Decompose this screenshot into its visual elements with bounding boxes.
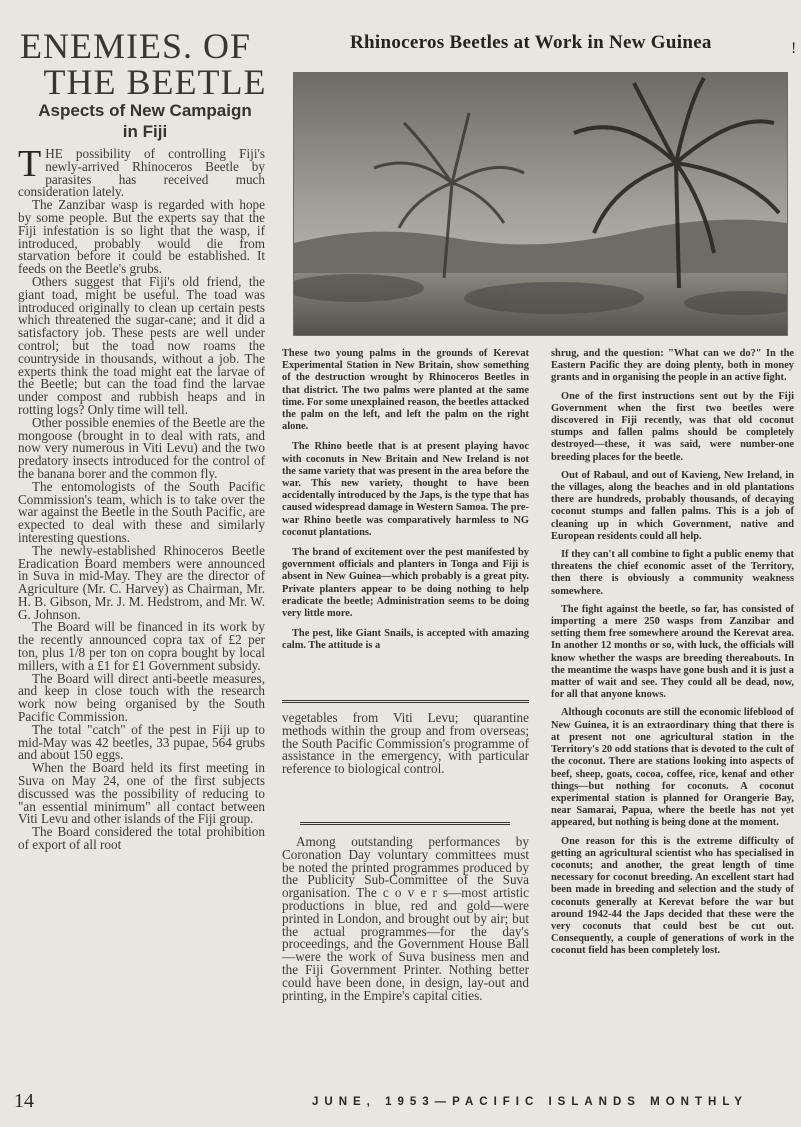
sidebar-paragraph: One of the first instructions sent out by the Fiji Government when the first two beetles were discovered in Fiji recently, was that old coconut stumps and fallen palms should be completely destroyed—these, it was said, were number-one breeding places for the beetle.: [551, 390, 794, 463]
article-paragraph: THE possibility of controlling Fiji's newly-arrived Rhinoceros Beetle by parasites has received much consideration lately.: [18, 143, 265, 200]
article-paragraph: vegetables from Viti Levu; quarantine methods within the group and from overseas; the South Pacific Commission's programme of assistance in the emergency, with particular reference to biological control.: [282, 710, 529, 777]
sidebar-column-3: [551, 348, 794, 964]
article-paragraph: The total "catch" of the pest in Fiji up to mid-May was 42 beetles, 33 pupae, 564 grubs and about 150 eggs.: [18, 721, 265, 763]
sidebar-paragraph: The brand of excitement over the pest manifested by government officials and planters in Tonga and Fiji is absent in New Guinea—which probably is a great pity. Private planters appear to be doing nothing to help eradicate the beetle; Administration seems to be doing very little more.: [282, 547, 529, 620]
article-headline: [20, 28, 270, 100]
article-paragraph: The newly-established Rhinoceros Beetle Eradication Board members were announced in Suva in mid-May. They are the director of Agriculture (Mr. C. Harvey) as Chairman, Mr. H. B. Gibson, Mr. J. M. Hedstrom, and Mr. W. G. Johnson.: [18, 542, 265, 622]
article-column-2-continued: [282, 712, 529, 788]
sidebar-paragraph: The Rhino beetle that is at present playing havoc with coconuts in New Britain and New Ireland is not the same variety that was present in the area before the war. This new variety, thought to have been accidentally introduced by the Japs, is the type that has caused widespread damage in Western Samoa. The pre-war Rhino beetle was comparatively harmless to NG coconut plantations.: [282, 441, 529, 538]
feature-title: Rhinoceros Beetles at Work in New Guinea: [350, 32, 712, 53]
sidebar-column-2: [282, 348, 529, 661]
sidebar-paragraph: shrug, and the question: "What can we do?" In the Eastern Pacific they are doing plenty, both in money grants and in organising the people in an active fight.: [551, 348, 794, 384]
article-paragraph: When the Board held its first meeting in Suva on May 24, one of the first subjects discussed was the possibility of reducing to "an essential minimum" all contact between Viti Levu and other islands of the Fiji group.: [18, 760, 265, 827]
double-rule-divider: [282, 700, 529, 703]
photo-caption: These two young palms in the grounds of Kerevat Experimental Station in New Britain, show something of the destruction wrought by Rhinoceros Beetles in that district. The two palms were planted at the same time. For some unexplained reason, the beetles attacked the palm on the left, and left the palm on the right alone.: [282, 348, 529, 433]
article-paragraph: The Board will be financed in its work by the recently announced copra tax of £2 per ton, plus 1/8 per ton on copra bought by local millers, with a £1 for £1 Government subsidy.: [18, 619, 265, 673]
headline-line-1: ENEMIES. OF: [20, 26, 252, 66]
edge-marker: !: [791, 40, 797, 57]
article-subhead: [20, 100, 270, 142]
article-paragraph: The Board considered the total prohibition of export of all root: [18, 824, 265, 853]
palm-tree-illustration: [294, 73, 787, 335]
article-paragraph: The Zanzibar wasp is regarded with hope by some people. But the experts say that the Fiji infestation is so light that the wasp, if introduced, probably would die from starvation before it could be established. It feeds on the Beetle's grubs.: [18, 197, 265, 277]
sidebar-paragraph: Out of Rabaul, and out of Kavieng, New Ireland, in the villages, along the beaches and in old plantations there are hundreds, probably thousands, of decaying coconut stumps and fallen palms. This is a job of cleaning up in which Government, native and European residents could all help.: [551, 469, 794, 542]
subhead-line-2: in Fiji: [122, 122, 168, 141]
page-number: 14: [14, 1090, 34, 1112]
article-paragraph: Other possible enemies of the Beetle are the mongoose (brought in to deal with rats, and now very numerous in Viti Levu) and the two predatory insects introduced for the control of the banana borer and the common fly.: [18, 414, 265, 481]
subhead-line-1: Aspects of New Campaign: [38, 101, 252, 120]
article-column-1: [18, 143, 265, 853]
article-paragraph: Others suggest that Fiji's old friend, the giant toad, might be useful. The toad was introduced originally to clean up certain pests which threatened the sugar-cane; and it did a satisfactory job. These pests are well under control; but the toad now roams the countryside in thousands, without a job. The experts think the toad might eat the larvae of the Beetle; but can the toad find the larvae under compost and rubbish heaps and in rotting logs? Only time will tell.: [18, 273, 265, 417]
article-paragraph: The Board will direct anti-beetle measures, and keep in close touch with the research work now being organised by the South Pacific Commission.: [18, 670, 265, 725]
article-paragraph: Among outstanding performances by Coronation Day voluntary committees must be noted the printed programmes produced by the Publicity Sub-Committee of the Suva organisation. The c o v e r s—most artistic productions in blue, red and gold—were printed in London, and brought out by air; but the actual programmes—for the day's proceedings, and the Government House Ball—were the work of Suva business men and the Fiji Government Printer. Nothing better could have been done, in design, lay-out and printing, in the Empire's capital cities.: [282, 834, 529, 1003]
sidebar-paragraph: If they can't all combine to fight a public enemy that threatens the chief economic asset of the Territory, then there is obviously a community weakness somewhere.: [551, 549, 794, 597]
sidebar-paragraph: The fight against the beetle, so far, has consisted of importing a mere 250 wasps from Zanzibar and setting them free somewhere around the Kerevat area. In another 12 months or so, with luck, the officials will know whether the wasps are breeding thereabouts. In the meantime the wasps have gone bush and it is just a matter of wait and see. They could all be dead, now, for all that anyone knows.: [551, 603, 794, 701]
coronation-note: [282, 836, 529, 1002]
sidebar-paragraph: One reason for this is the extreme difficulty of getting an agricultural scientist who has specialised in coconuts; and another, the great length of time necessary for coconut breeding. An excellent start had been made in breeding and selection and the study of coconuts generally at Kerevat before the war but around 1942-44 the Japs decided that these were the very coconuts that could best be cut out. Consequently, a couple of generations of work in the coconut field has been completely lost.: [551, 835, 794, 957]
issue-footer: JUNE, 1953—PACIFIC ISLANDS MONTHLY: [312, 1096, 748, 1108]
sidebar-paragraph: The pest, like Giant Snails, is accepted with amazing calm. The attitude is a: [282, 628, 529, 652]
sidebar-paragraph: Although coconuts are still the economic lifeblood of New Guinea, it is an extraordinary thing that there is at present not one agricultural station in the Territory's 20 odd stations that is devoted to the cult of the coconut. There are stations looking into aspects of beef, sheep, goats, cocoa, coffee, rice, kenaf and other things—but nothing for coconuts. A coconut experimental station is planned for Orangerie Bay, near Samarai, Papua, where the beetle has not yet appeared, but nothing is being done at the moment.: [551, 707, 794, 829]
palms-photograph: [293, 72, 788, 336]
headline-line-2: THE BEETLE: [43, 62, 267, 102]
article-paragraph: The entomologists of the South Pacific Commission's team, which is to take over the war against the Beetle in the South Pacific, are expected to deal with these and similarly interesting questions.: [18, 478, 265, 545]
double-rule-divider: [300, 822, 510, 825]
drop-cap: T: [18, 143, 42, 185]
